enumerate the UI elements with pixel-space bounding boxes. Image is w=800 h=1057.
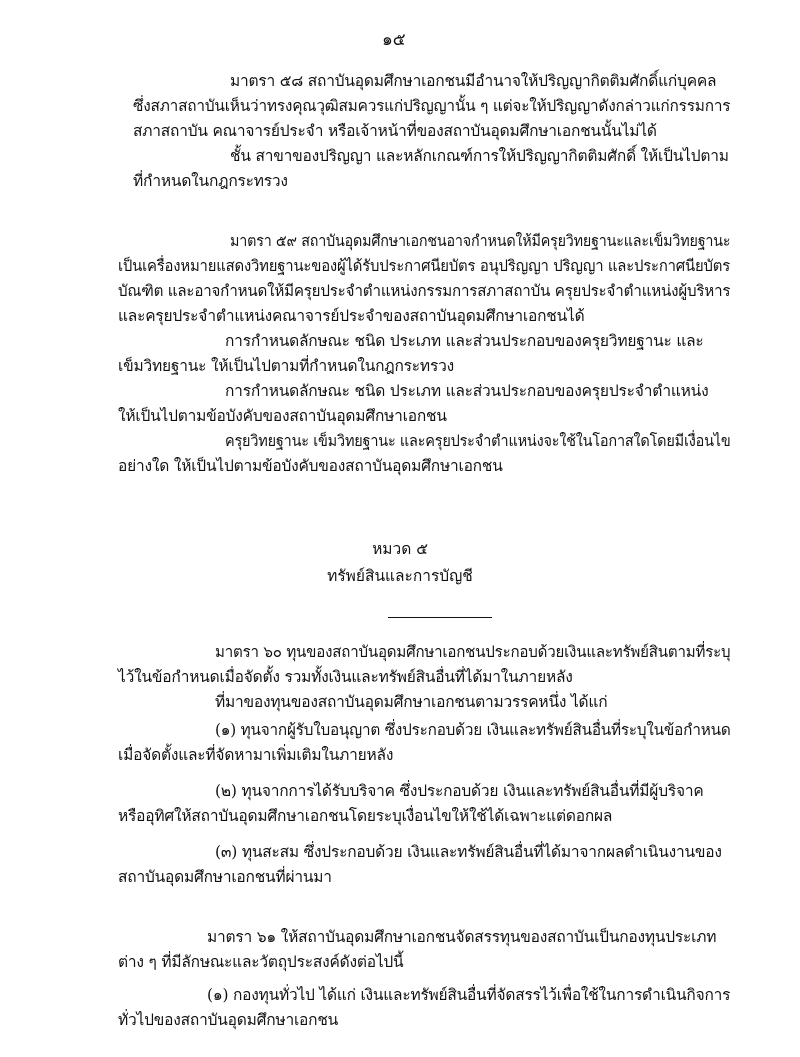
chapter-number: หมวด ๕ [372,540,428,558]
paragraph-line: และครุยประจำตำแหน่งคณาจารย์ประจำของสถาบันอุดมศึกษาเอกชนได้ [118,307,585,325]
paragraph-line: ซึ่งสภาสถาบันเห็นว่าทรงคุณวุฒิสมควรแก่ปริญญานั้น ๆ แต่จะให้ปริญญาดังกล่าวแก่กรรมการ [133,97,731,115]
paragraph-line: หรืออุทิศให้สถาบันอุดมศึกษาเอกชนโดยระบุเงื่อนไขให้ใช้ได้เฉพาะแต่ดอกผล [118,807,613,825]
paragraph-line: (๒) ทุนจากการได้รับบริจาค ซึ่งประกอบด้วย เงินและทรัพย์สินอื่นที่มีผู้บริจาค [215,782,704,800]
paragraph-line: บัณฑิต และอาจกำหนดให้มีครุยประจำตำแหน่งกรรมการสภาสถาบัน ครุยประจำตำแหน่งผู้บริหาร [118,282,731,300]
chapter-divider [388,617,492,618]
paragraph-line: สภาสถาบัน คณาจารย์ประจำ หรือเจ้าหน้าที่ของสถาบันอุดมศึกษาเอกชนนั้นไม่ได้ [133,122,657,140]
paragraph-line: ที่มาของทุนของสถาบันอุดมศึกษาเอกชนตามวรรคหนึ่ง ได้แก่ [215,693,608,711]
paragraph-line: (๓) ทุนสะสม ซึ่งประกอบด้วย เงินและทรัพย์สินอื่นที่ได้มาจากผลดำเนินงานของ [215,843,722,861]
paragraph-line: ชั้น สาขาของปริญญา และหลักเกณฑ์การให้ปริญญากิตติมศักดิ์ ให้เป็นไปตาม [230,147,729,165]
paragraph-line: สถาบันอุดมศึกษาเอกชนที่ผ่านมา [118,868,332,886]
page-number: ๑๕ [382,30,406,50]
paragraph-line: (๑) ทุนจากผู้รับใบอนุญาต ซึ่งประกอบด้วย เงินและทรัพย์สินอื่นที่ระบุในข้อกำหนด [215,721,731,739]
paragraph-line: อย่างใด ให้เป็นไปตามข้อบังคับของสถาบันอุดมศึกษาเอกชน [118,457,503,475]
chapter-title: ทรัพย์สินและการบัญชี [327,567,473,585]
paragraph-line: การกำหนดลักษณะ ชนิด ประเภท และส่วนประกอบของครุยประจำตำแหน่ง [225,382,709,400]
paragraph-line: ไว้ในข้อกำหนดเมื่อจัดตั้ง รวมทั้งเงินและทรัพย์สินอื่นที่ได้มาในภายหลัง [118,668,573,686]
paragraph-line: มาตรา ๕๙ สถาบันอุดมศึกษาเอกชนอาจกำหนดให้มีครุยวิทยฐานะและเข็มวิทยฐานะ [230,232,731,250]
paragraph-line: มาตรา ๕๘ สถาบันอุดมศึกษาเอกชนมีอำนาจให้ปริญญากิตติมศักดิ์แก่บุคคล [230,72,717,90]
paragraph-line: ให้เป็นไปตามข้อบังคับของสถาบันอุดมศึกษาเอกชน [118,407,447,425]
paragraph-line: ทั่วไปของสถาบันอุดมศึกษาเอกชน [118,1011,339,1029]
paragraph-line: เข็มวิทยฐานะ ให้เป็นไปตามที่กำหนดในกฎกระทรวง [118,357,454,375]
paragraph-line: ที่กำหนดในกฎกระทรวง [133,172,288,190]
paragraph-line: เมื่อจัดตั้งและที่จัดหามาเพิ่มเติมในภายหลัง [118,746,394,764]
paragraph-line: (๑) กองทุนทั่วไป ได้แก่ เงินและทรัพย์สินอื่นที่จัดสรรไว้เพื่อใช้ในการดำเนินกิจการ [207,986,731,1004]
paragraph-line: เป็นเครื่องหมายแสดงวิทยฐานะของผู้ได้รับประกาศนียบัตร อนุปริญญา ปริญญา และประกาศนียบัตร [118,257,731,275]
paragraph-line: มาตรา ๖๑ ให้สถาบันอุดมศึกษาเอกชนจัดสรรทุนของสถาบันเป็นกองทุนประเภท [207,928,717,946]
paragraph-line: ครุยวิทยฐานะ เข็มวิทยฐานะ และครุยประจำตำแหน่งจะใช้ในโอกาสใดโดยมีเงื่อนไข [225,432,731,450]
paragraph-line: มาตรา ๖๐ ทุนของสถาบันอุดมศึกษาเอกชนประกอบด้วยเงินและทรัพย์สินตามที่ระบุ [215,643,731,661]
paragraph-line: การกำหนดลักษณะ ชนิด ประเภท และส่วนประกอบของครุยวิทยฐานะ และ [225,332,704,350]
paragraph-line: ต่าง ๆ ที่มีลักษณะและวัตถุประสงค์ดังต่อไปนี้ [118,953,404,971]
